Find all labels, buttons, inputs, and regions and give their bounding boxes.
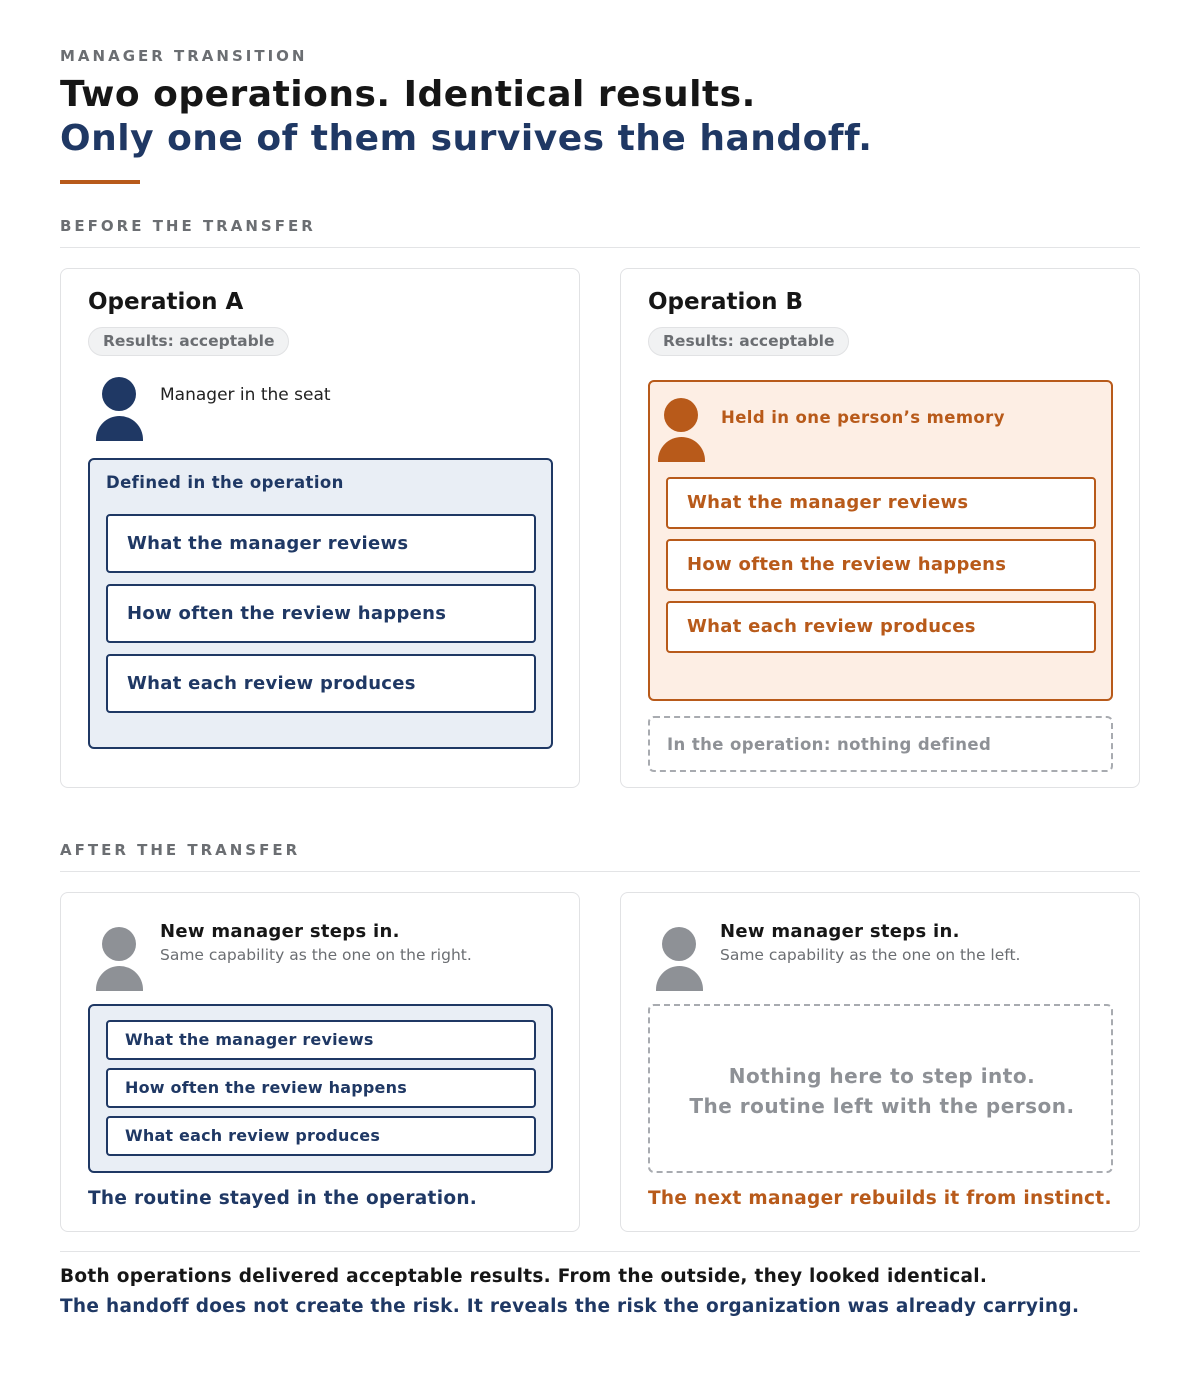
operation-b-title: Operation B: [648, 289, 804, 315]
operation-a-title: Operation A: [88, 289, 244, 315]
operation-b-badge: Results: acceptable: [648, 327, 849, 356]
operation-a-badge: Results: acceptable: [88, 327, 289, 356]
footer-conclusion: The handoff does not create the risk. It reveals the risk the organization was already carrying.: [60, 1296, 1080, 1317]
section-label-after: AFTER THE TRANSFER: [60, 841, 301, 859]
divider-after: [60, 871, 1140, 872]
divider-footer: [60, 1251, 1140, 1252]
manager-person-icon: [96, 377, 144, 441]
after-right-caption: The next manager rebuilds it from instinct.: [648, 1188, 1112, 1209]
after-left-caption: The routine stayed in the operation.: [88, 1188, 478, 1209]
memory-box: [648, 380, 1113, 701]
card-operation-b: [620, 268, 1140, 788]
defined-in-operation-box: [88, 458, 553, 749]
nothing-defined-label: In the operation: nothing defined: [667, 735, 992, 754]
memory-box-label: Held in one person’s memory: [721, 408, 1005, 427]
list-item: What each review produces: [106, 1116, 536, 1156]
manager-person-icon: [658, 398, 706, 462]
new-manager-subtitle: Same capability as the one on the right.: [160, 946, 472, 964]
accent-rule: [60, 180, 140, 184]
list-item: What each review produces: [106, 654, 536, 713]
list-item: What each review produces: [666, 601, 1096, 653]
routine-box: [88, 1004, 553, 1173]
list-item: What the manager reviews: [106, 1020, 536, 1060]
list-item: How often the review happens: [106, 1068, 536, 1108]
defined-box-label: Defined in the operation: [106, 473, 344, 492]
new-manager-person-icon: [96, 927, 144, 991]
eyebrow-label: MANAGER TRANSITION: [60, 47, 308, 65]
card-after-left: [60, 892, 580, 1232]
new-manager-subtitle: Same capability as the one on the left.: [720, 946, 1021, 964]
new-manager-title: New manager steps in.: [160, 921, 400, 942]
card-operation-a: [60, 268, 580, 788]
empty-routine-line1: Nothing here to step into.: [728, 1064, 1036, 1088]
footer-statement: Both operations delivered acceptable results. From the outside, they looked identical.: [60, 1266, 988, 1287]
empty-routine-line2: The routine left with the person.: [689, 1094, 1075, 1118]
nothing-defined-box: [648, 716, 1113, 772]
card-after-right: [620, 892, 1140, 1232]
page-title: Two operations. Identical results.: [60, 74, 756, 115]
seat-label: Manager in the seat: [160, 385, 331, 405]
list-item: How often the review happens: [666, 539, 1096, 591]
new-manager-person-icon: [656, 927, 704, 991]
list-item: How often the review happens: [106, 584, 536, 643]
new-manager-title: New manager steps in.: [720, 921, 960, 942]
section-label-before: BEFORE THE TRANSFER: [60, 217, 316, 235]
page-subtitle: Only one of them survives the handoff.: [60, 118, 873, 159]
list-item: What the manager reviews: [106, 514, 536, 573]
empty-routine-box: [648, 1004, 1113, 1173]
list-item: What the manager reviews: [666, 477, 1096, 529]
divider-before: [60, 247, 1140, 248]
